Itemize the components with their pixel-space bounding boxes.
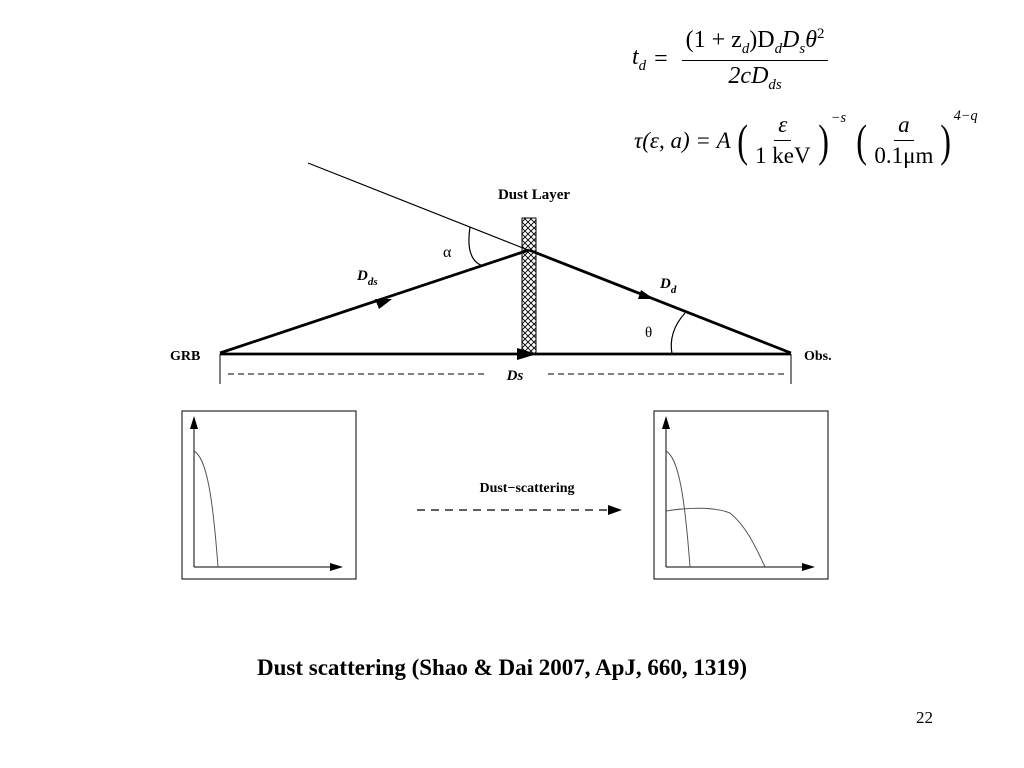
alpha-angle-arc: [469, 227, 483, 266]
d-d-label: $D_d$: [660, 276, 677, 296]
tau-lhs: τ(ε, a) = A: [634, 127, 731, 153]
optical-depth-equation: τ(ε, a) = A ( $\frac{\varepsilon}{\text{1 keV}}$ ) $^{-s}$ ( $\frac{a}{0.1\mu m}$ ) $^{4-q}$: [634, 108, 978, 168]
dust-layer-slab: [522, 218, 536, 354]
ds-label: Ds: [506, 368, 524, 384]
d-d-arrowhead: [638, 290, 654, 299]
d-ds-label: $D_{ds}$: [357, 268, 378, 288]
source-spectrum-panel: [182, 411, 356, 579]
dust-layer-label: Dust Layer: [497, 187, 571, 203]
alpha-label: α: [443, 244, 452, 261]
incoming-ray-line: [308, 163, 528, 250]
scattered-spectrum-panel: [654, 411, 828, 579]
td-lhs: $t_d$: [632, 44, 647, 75]
d-d-path-line: [529, 250, 791, 353]
obs-label: Obs.: [804, 349, 832, 364]
grain-size-fraction: $\frac{a}{0.1\mu m}$: [874, 112, 934, 168]
td-fraction: $\frac{(1 + z_d)D_dD_s\theta^2}{2cD_{ds}}$: [682, 26, 829, 94]
dust-scattering-arrowhead: [608, 505, 622, 515]
dust-scattering-label: Dust−scattering: [479, 481, 575, 496]
page-number: 22: [916, 708, 933, 727]
theta-label: θ: [645, 325, 653, 341]
d-ds-arrowhead: [375, 299, 392, 309]
energy-fraction: $\frac{\varepsilon}{\text{1 keV}}$: [755, 112, 811, 168]
delay-time-equation: $t_d$ = $\frac{(1 + z_d)D_dD_s\theta^2}{2cD_{ds}}$: [632, 26, 834, 94]
theta-angle-arc: [671, 313, 685, 354]
grb-label: GRB: [170, 349, 201, 364]
slide-caption: Dust scattering (Shao & Dai 2007, ApJ, 660, 1319): [256, 655, 748, 680]
